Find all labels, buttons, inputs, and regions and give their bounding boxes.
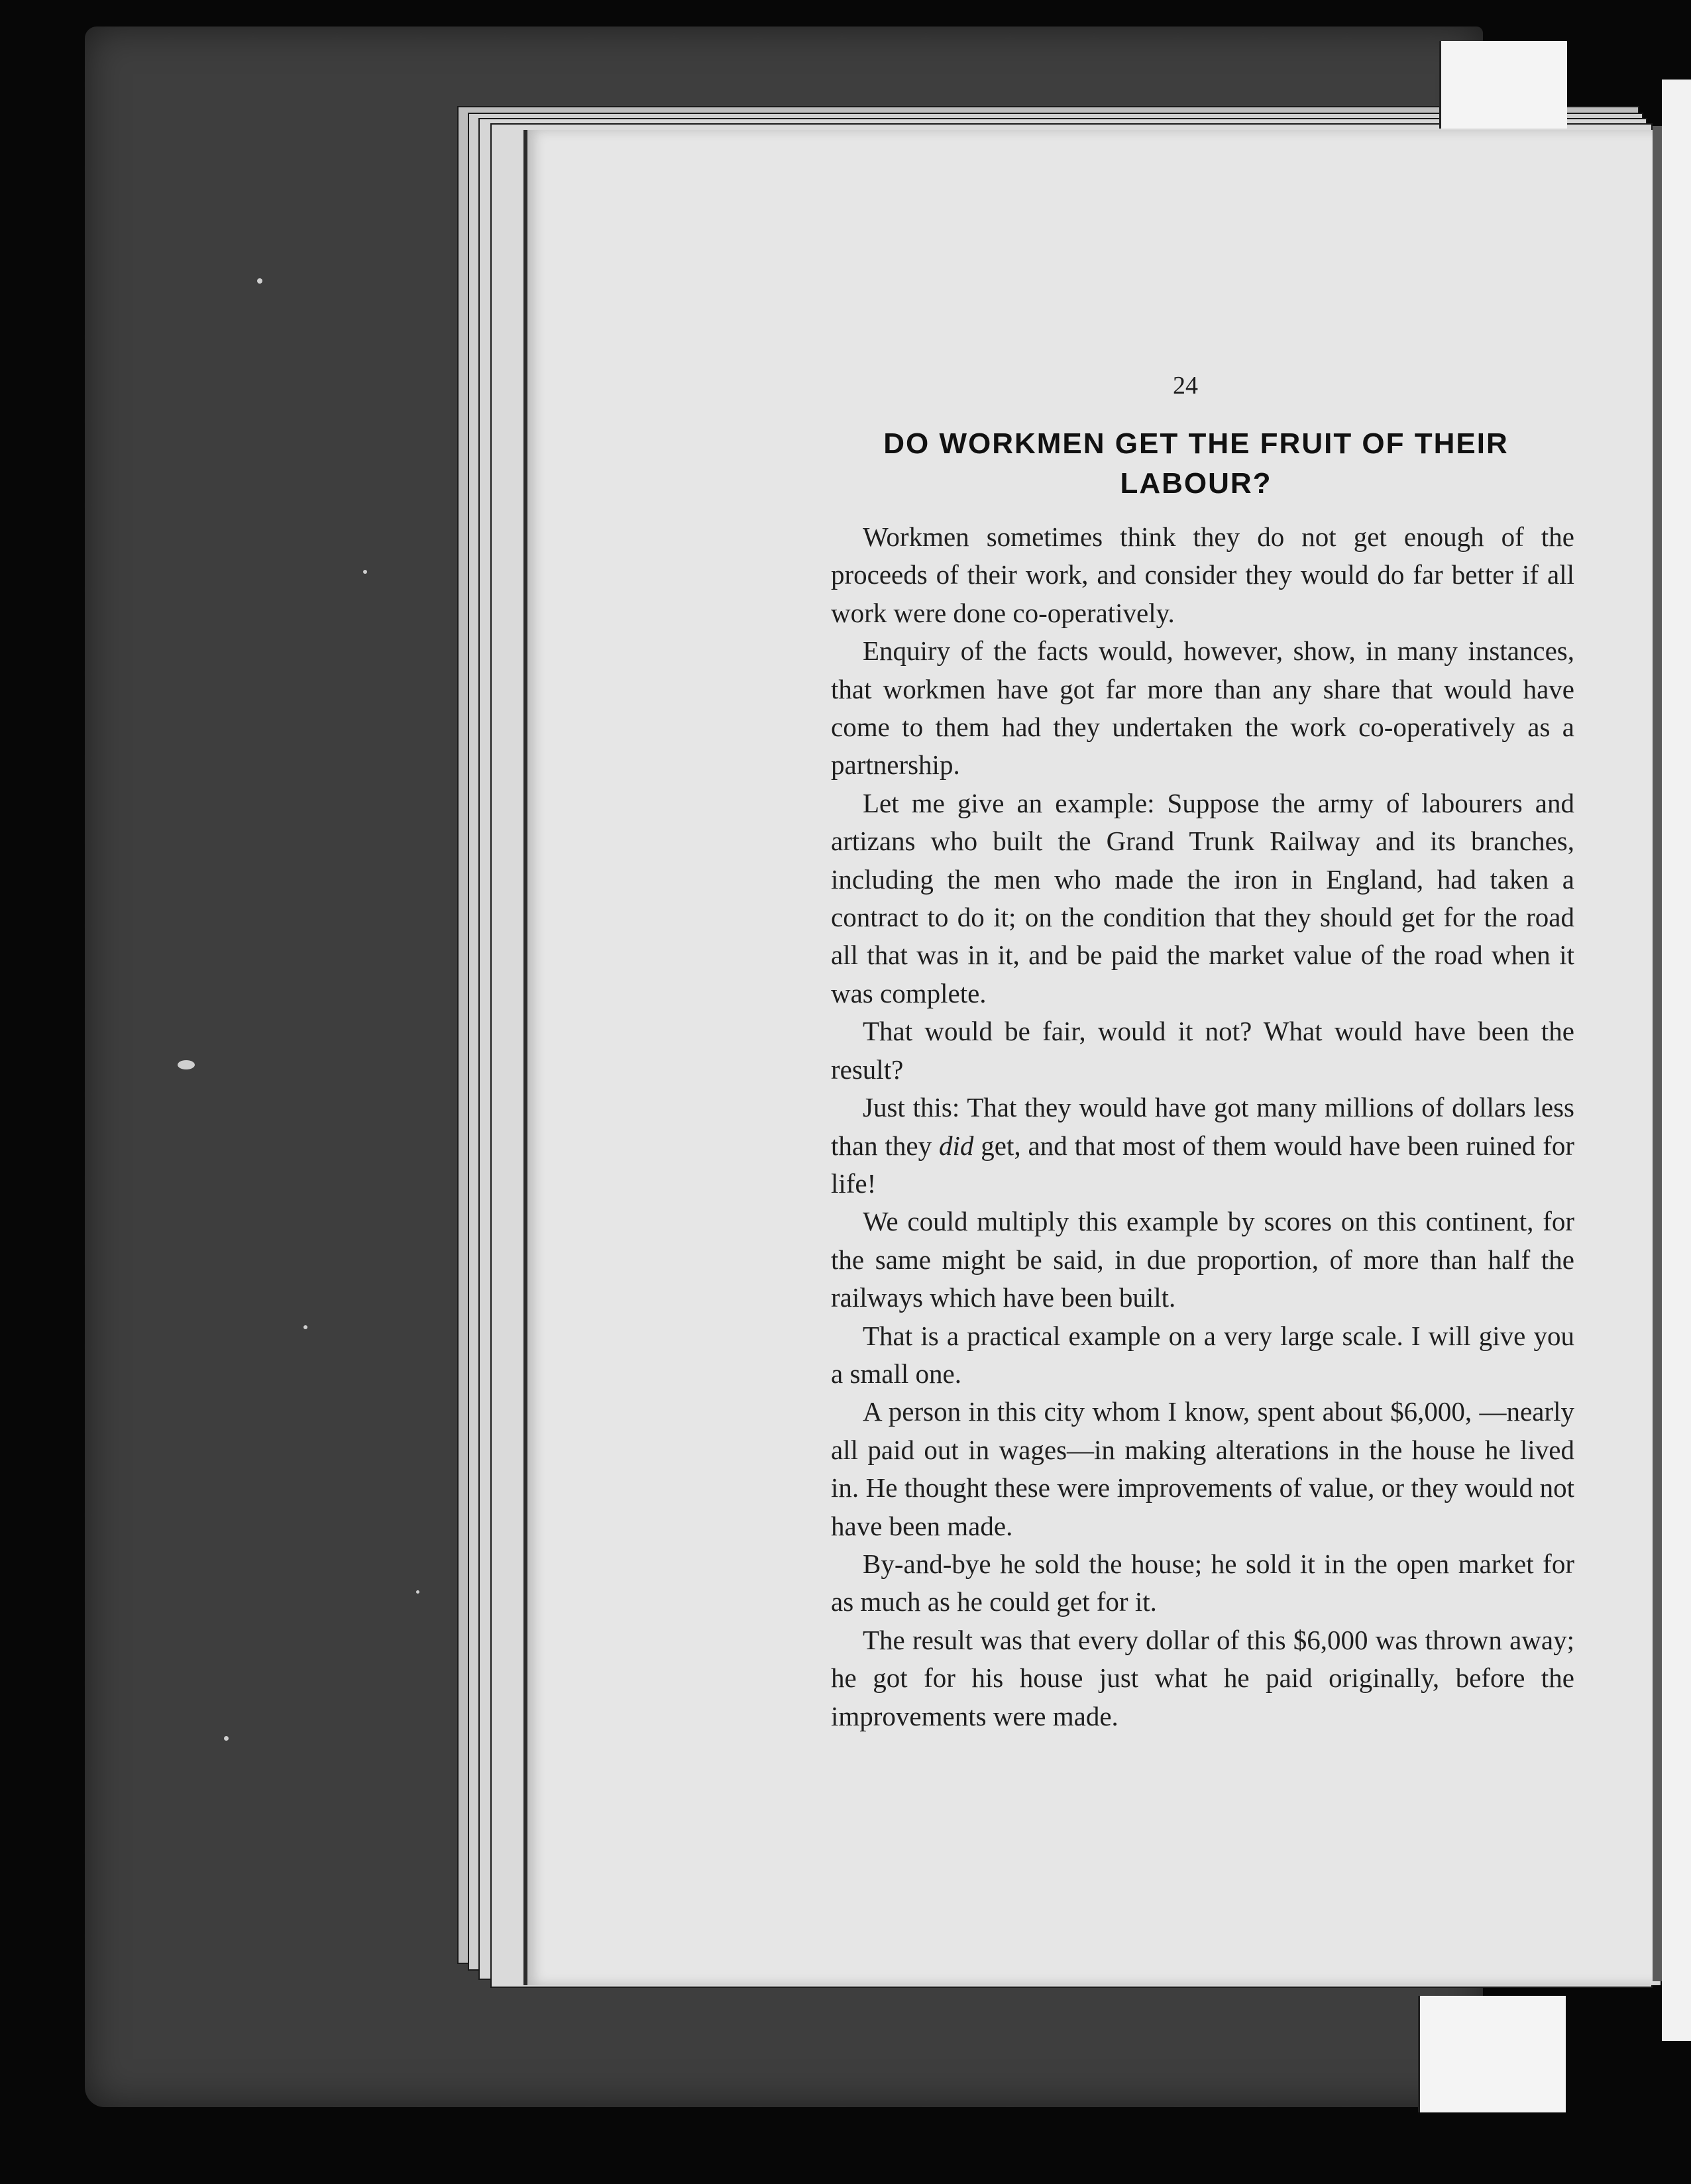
paragraph-text: get, and that most of them would have been ruined for life! bbox=[831, 1130, 1574, 1199]
paragraph: Let me give an example: Suppose the army of labourers and artizans who built the Grand Trunk Railway and its branches, including the men who made the iron in England, had taken a contract to do it; on the condition that they should get for the road all that was in it, and be paid the market value of the road when it was complete. bbox=[831, 787, 1574, 1009]
article-body bbox=[831, 518, 1574, 1735]
paragraph-text: Just this: That they would have got many millions of dollars less than they bbox=[831, 1092, 1574, 1161]
paragraph: That would be fair, would it not? What would have been the result? bbox=[831, 1016, 1574, 1085]
dust-speck bbox=[363, 570, 367, 574]
article-title: DO WORKMEN GET THE FRUIT OF THEIR LABOUR? bbox=[883, 427, 1509, 500]
page-number: 24 bbox=[1173, 372, 1198, 400]
dust-speck bbox=[303, 1325, 307, 1329]
paragraph: The result was that every dollar of this $6,000 was thrown away; he got for his house just what he paid originally, before the improvements were made. bbox=[831, 1624, 1574, 1731]
dust-speck bbox=[224, 1736, 229, 1741]
emphasis-text: did bbox=[938, 1130, 974, 1161]
dust-speck bbox=[416, 1590, 419, 1594]
dust-speck bbox=[178, 1060, 195, 1069]
facing-page-edge bbox=[1662, 80, 1691, 2041]
paragraph: A person in this city whom I know, spent about $6,000, —nearly all paid out in wages—in making alterations in the house he lived in. He thought these were improvements of value, or they would not have been made. bbox=[831, 1396, 1574, 1541]
binding-tab-top bbox=[1439, 41, 1567, 129]
paragraph bbox=[831, 1089, 1574, 1203]
dust-speck bbox=[257, 278, 262, 284]
paragraph: By-and-bye he sold the house; he sold it in the open market for as much as he could get for it. bbox=[831, 1548, 1574, 1617]
page-gutter bbox=[1653, 126, 1662, 1981]
binding-tab-bottom bbox=[1418, 1996, 1566, 2112]
paragraph: We could multiply this example by scores on this continent, for the same might be said, in due proportion, of more than half the railways which have been built. bbox=[831, 1206, 1574, 1313]
paragraph: Enquiry of the facts would, however, show, in many instances, that workmen have got far more than any share that would have come to them had they undertaken the work co-operatively as a partnership. bbox=[831, 635, 1574, 781]
paragraph: That is a practical example on a very large scale. I will give you a small one. bbox=[831, 1320, 1574, 1389]
paragraph: Workmen sometimes think they do not get enough of the proceeds of their work, and consider they would do far better if all work were done co-operatively. bbox=[831, 521, 1574, 628]
